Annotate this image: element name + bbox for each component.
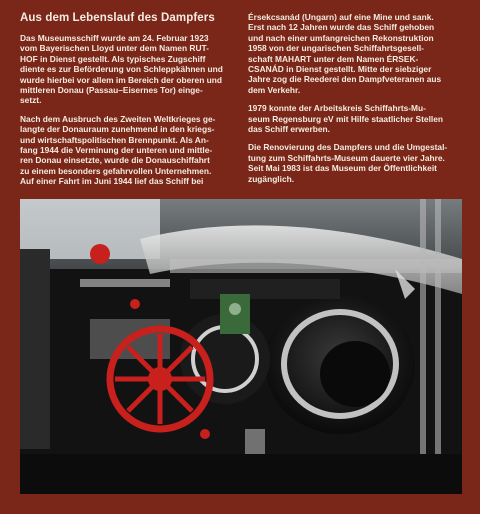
- article-title: Aus dem Lebenslauf des Dampfers: [20, 12, 215, 24]
- paragraph-acquisition-1979: 1979 konnte der Arbeitskreis Schiffahrts-Mu- seum Regensburg eV mit Hilfe staatlicher Stellen das Schiff erwerben.: [248, 103, 444, 135]
- right-column: [248, 12, 462, 192]
- paragraph-renovation-museum: Die Renovierung des Dampfers und die Umgestal- tung zum Schiffahrts-Museum dauerte vier Jahre. Seit Mai 1983 ist das Museum der Öffentlichkeit zugänglich.: [248, 142, 448, 184]
- paragraph-war-1944: Nach dem Ausbruch des Zweiten Weltkrieges ge- langte der Donauraum zunehmend in den kriegs- und wirtschaftspolitischen Brennpunkt. Als An- fang 1944 die Verminung der unteren und mittle- ren Donau einsetzte, wurde die Donauschiffahrt zu einem besonders gefahrvollen Unternehmen. Auf einer Fahrt im Juni 1944 lief das Schiff bei: [20, 113, 216, 187]
- engine-room-photo: [20, 199, 462, 494]
- paragraph-history-1923: Das Museumsschiff wurde am 24. Februar 1923 vom Bayerischen Lloyd unter dem Namen RUT- HOF in Dienst gestellt. Als typisches Zugschiff diente es zur Beförderung von Schleppkähnen und wurde hierbei vor allem im Bereich der oberen und mittleren Donau (Passau–Eisernes Tor) einge- setzt.: [20, 33, 223, 106]
- left-column: [20, 12, 238, 195]
- paragraph-sinking-reconstruction: Érsekcsanád (Ungarn) auf eine Mine und sank. Erst nach 12 Jahren wurde das Schiff gehoben und nach einer umfangreichen Rekonstruktion 1958 von der ungarischen Schiffahrtsgesell- schaft MAHART unter dem Namen ÉRSEK- CSANÁD in Dienst gestellt. Mitte der siebziger Jahre zog die Reederei den Dampfveteranen aus dem Verkehr.: [248, 12, 442, 95]
